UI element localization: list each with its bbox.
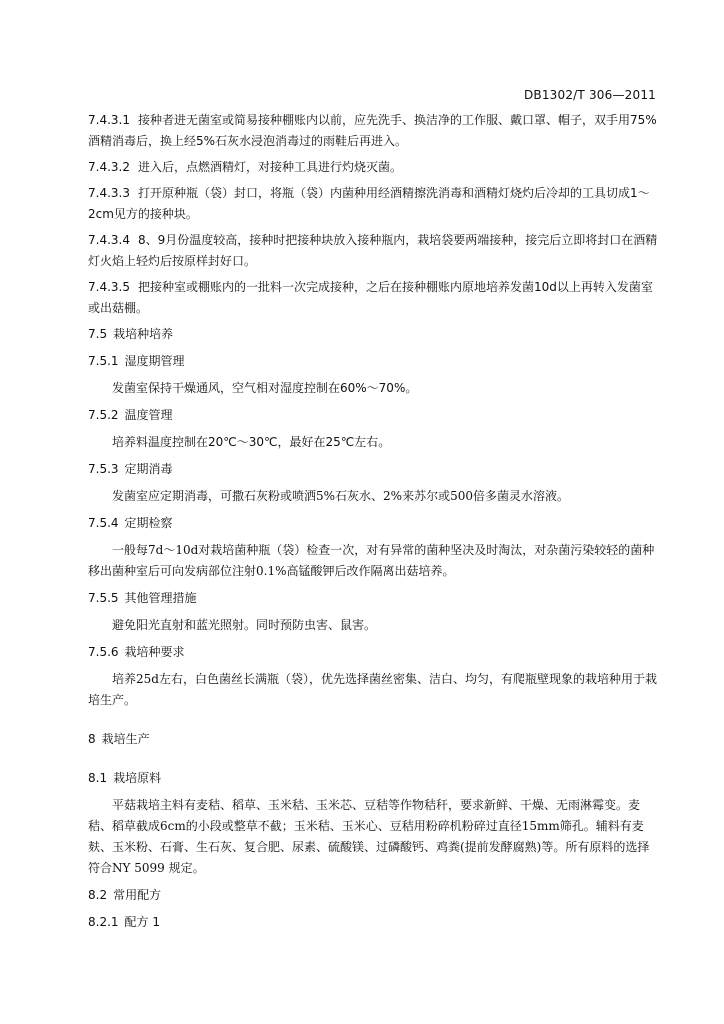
section-heading-8-1 xyxy=(88,768,658,789)
section-spacer xyxy=(88,717,658,729)
clause-7-4-3-4 xyxy=(88,230,658,272)
section-title: 栽培原料 xyxy=(113,771,162,785)
paragraph-7-5-2: 培养料温度控制在20℃～30℃，最好在25℃左右。 xyxy=(112,435,391,449)
section-number: 7.5.4 xyxy=(88,516,119,530)
section-title: 常用配方 xyxy=(113,888,162,902)
clause-number: 7.4.3.3 xyxy=(88,186,130,200)
section-heading-7-5-5 xyxy=(88,588,658,609)
section-title: 栽培种培养 xyxy=(113,327,174,341)
clause-number: 7.4.3.5 xyxy=(88,280,130,294)
section-title: 栽培种要求 xyxy=(124,645,185,659)
clause-7-4-3-5 xyxy=(88,277,658,319)
section-heading-7-5-3 xyxy=(88,459,658,480)
paragraph-8-1: 平菇栽培主料有麦秸、稻草、玉米秸、玉米芯、豆秸等作物秸秆，要求新鲜、干燥、无雨淋霉变。麦秸、稻草截成6cm的小段或整草不截；玉米秸、玉米心、豆秸用粉碎机粉碎过直径15mm筛孔。辅料有麦麸、玉米粉、石膏、生石灰、复合肥、尿素、硫酸镁、过磷酸钙、鸡粪(提前发酵腐熟)等。所有原料的选择符合NY 5099 规定。 xyxy=(88,798,650,875)
clause-7-4-3-1 xyxy=(88,110,658,152)
paragraph-7-5-6: 培养25d左右，白色菌丝长满瓶（袋），优先选择菌丝密集、洁白、均匀，有爬瓶壁现象的栽培种用于栽培生产。 xyxy=(88,672,657,707)
section-title: 其他管理措施 xyxy=(124,591,197,605)
section-number: 8.2 xyxy=(88,888,108,902)
section-heading-7-5-2 xyxy=(88,405,658,426)
paragraph-7-5-1: 发菌室保持干燥通风，空气相对湿度控制在60%～70%。 xyxy=(112,381,418,395)
clause-text: 接种者进无菌室或简易接种棚账内以前，应先洗手、换洁净的工作服、戴口罩、帽子，双手用75%酒精消毒后，换上经5%石灰水浸泡消毒过的雨鞋后再进入。 xyxy=(88,113,657,148)
section-title: 栽培生产 xyxy=(101,732,150,746)
clause-text: 8、9月份温度较高，接种时把接种块放入接种瓶内，栽培袋要两端接种，接完后立即将封口在酒精灯火焰上轻灼后按原样封好口。 xyxy=(88,233,658,268)
section-number: 7.5.3 xyxy=(88,462,119,476)
paragraph-7-5-5: 避免阳光直射和蓝光照射。同时预防虫害、鼠害。 xyxy=(112,618,377,632)
section-heading-8 xyxy=(88,729,658,750)
section-title: 定期检察 xyxy=(124,516,173,530)
clause-text: 打开原种瓶（袋）封口，将瓶（袋）内菌种用经酒精擦洗消毒和酒精灯烧灼后冷却的工具切成1～2cm见方的接种块。 xyxy=(88,186,650,221)
clause-text: 把接种室或棚账内的一批料一次完成接种，之后在接种棚账内原地培养发菌10d以上再转入发菌室或出菇棚。 xyxy=(88,280,653,315)
section-heading-8-2 xyxy=(88,885,658,906)
section-number: 7.5.6 xyxy=(88,645,119,659)
clause-7-4-3-3 xyxy=(88,183,658,225)
clause-text: 进入后，点燃酒精灯，对接种工具进行灼烧灭菌。 xyxy=(137,160,402,174)
section-spacer xyxy=(88,756,658,768)
clause-number: 7.4.3.4 xyxy=(88,233,130,247)
section-number: 7.5.5 xyxy=(88,591,119,605)
section-heading-7-5 xyxy=(88,324,658,345)
section-heading-8-2-1 xyxy=(88,912,658,933)
section-number: 7.5.1 xyxy=(88,354,119,368)
section-number: 7.5.2 xyxy=(88,408,119,422)
section-title: 湿度期管理 xyxy=(124,354,185,368)
document-code: DB1302/T 306—2011 xyxy=(523,88,656,102)
section-heading-7-5-6 xyxy=(88,642,658,663)
section-number: 8.2.1 xyxy=(88,915,119,929)
section-title: 温度管理 xyxy=(124,408,173,422)
section-heading-7-5-4 xyxy=(88,513,658,534)
section-number: 8 xyxy=(88,732,96,746)
section-number: 7.5 xyxy=(88,327,108,341)
section-title: 配方 1 xyxy=(124,915,160,929)
clause-number: 7.4.3.1 xyxy=(88,113,130,127)
clause-7-4-3-2 xyxy=(88,157,658,178)
paragraph-7-5-3: 发菌室应定期消毒，可撒石灰粉或喷洒5%石灰水、2%来苏尔或500倍多菌灵水溶液。 xyxy=(112,489,569,503)
document-body xyxy=(88,110,658,939)
section-number: 8.1 xyxy=(88,771,108,785)
clause-number: 7.4.3.2 xyxy=(88,160,130,174)
paragraph-7-5-4: 一般每7d～10d对栽培菌种瓶（袋）检查一次，对有异常的菌种坚决及时淘汰，对杂菌污染较轻的菌种移出菌种室后可向发病部位注射0.1%高锰酸钾后改作隔离出菇培养。 xyxy=(88,543,655,578)
section-title: 定期消毒 xyxy=(124,462,173,476)
section-heading-7-5-1 xyxy=(88,351,658,372)
